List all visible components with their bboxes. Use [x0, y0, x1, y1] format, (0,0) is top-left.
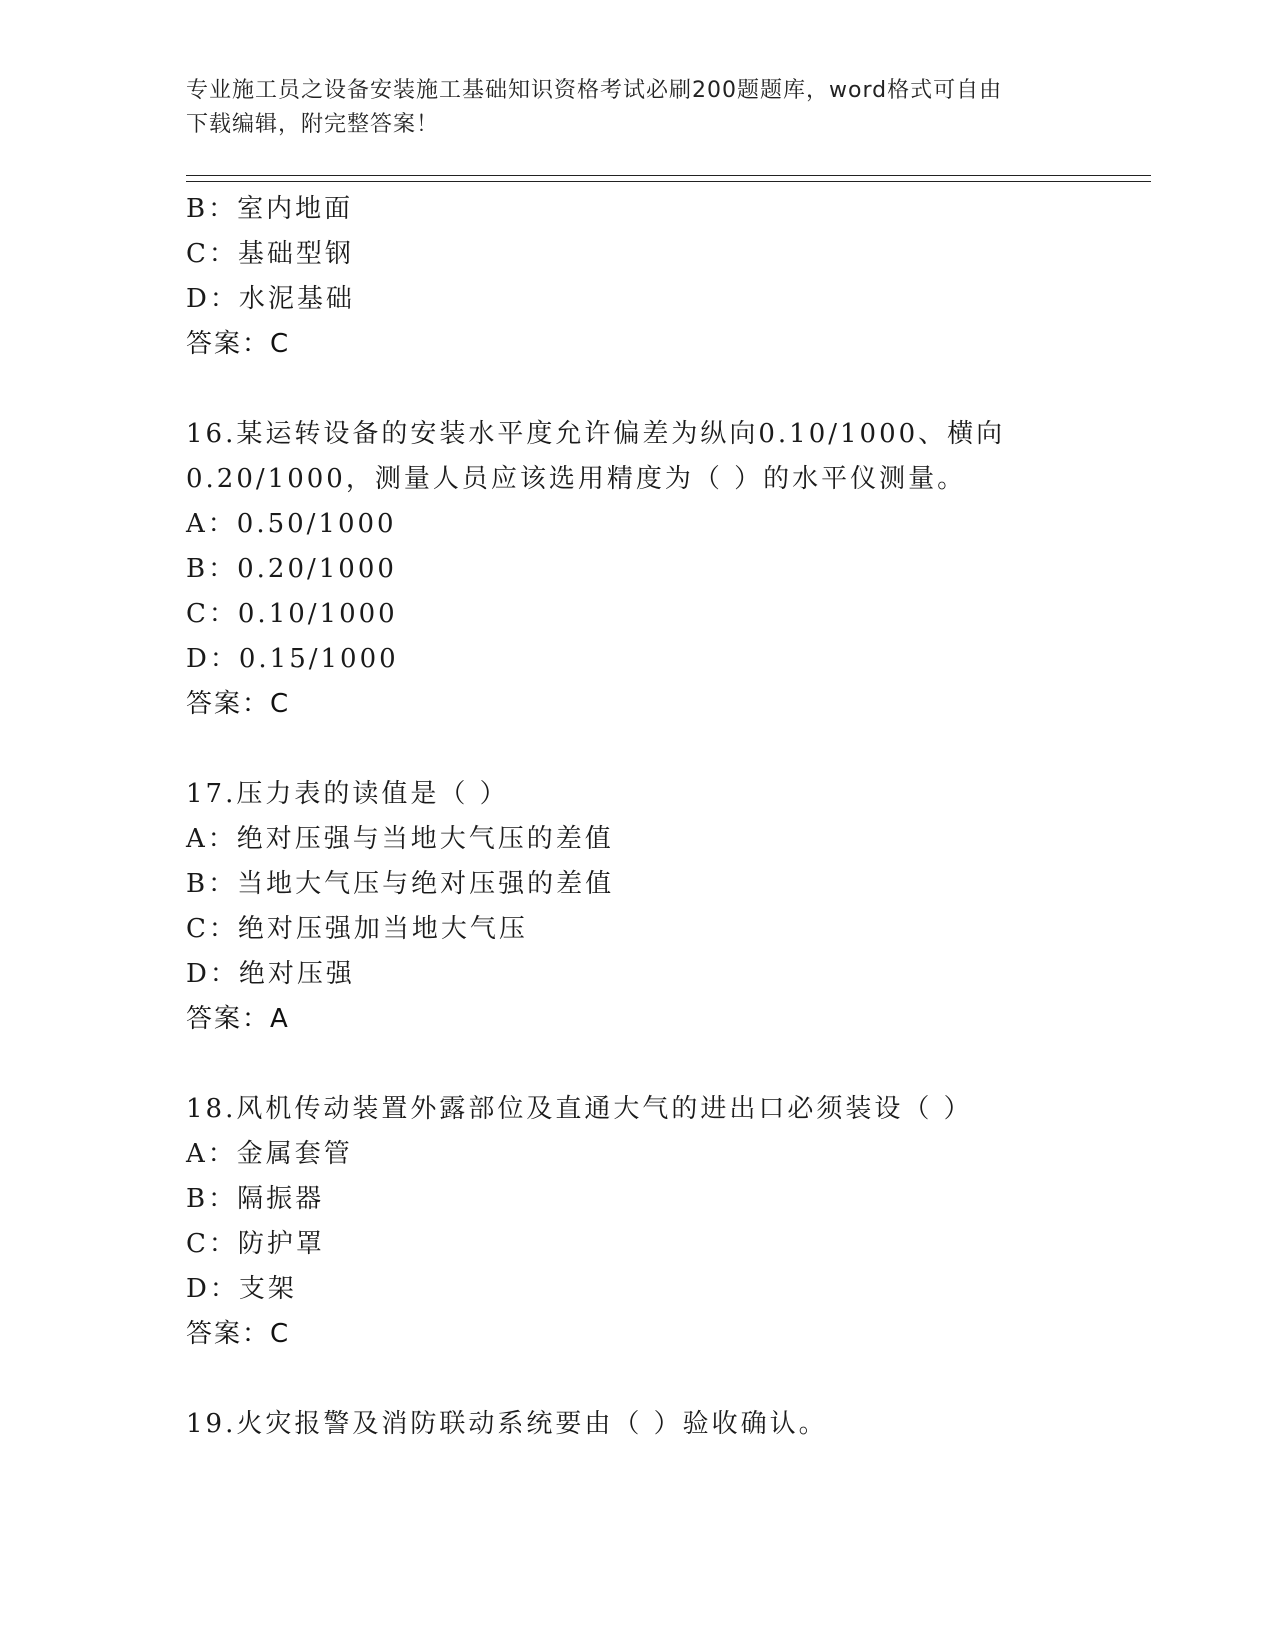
question-17-option-d: D：绝对压强: [186, 959, 355, 989]
question-16-option-c: C：0.10/1000: [186, 599, 398, 629]
question-18-stem: 18.风机传动装置外露部位及直通大气的进出口必须装设（ ）: [186, 1094, 973, 1124]
question-18-option-b: B：隔振器: [186, 1184, 325, 1214]
option-d: D：水泥基础: [186, 284, 355, 314]
header-divider-top: [186, 175, 1151, 176]
option-c: C：基础型钢: [186, 239, 354, 269]
document-header: [186, 74, 1066, 142]
header-line-1: 专业施工员之设备安装施工基础知识资格考试必刷200题题库，word格式可自由: [186, 78, 1003, 103]
question-17-answer: 答案：A: [186, 1004, 290, 1034]
question-17-option-c: C：绝对压强加当地大气压: [186, 914, 528, 944]
question-18-option-d: D：支架: [186, 1274, 297, 1304]
question-18-option-a: A：金属套管: [186, 1139, 353, 1169]
option-b: B：室内地面: [186, 194, 354, 224]
question-16-option-d: D：0.15/1000: [186, 644, 399, 674]
question-18-option-c: C：防护罩: [186, 1229, 325, 1259]
answer-line: 答案：C: [186, 329, 291, 359]
question-17-stem: 17.压力表的读值是（ ）: [186, 779, 509, 809]
question-16-stem-line-1: 16.某运转设备的安装水平度允许偏差为纵向0.10/1000、横向: [186, 419, 1006, 449]
header-divider-bottom: [186, 181, 1151, 182]
header-line-2: 下载编辑，附完整答案！: [186, 112, 440, 137]
question-17-option-b: B：当地大气压与绝对压强的差值: [186, 869, 615, 899]
question-16-stem-line-2: 0.20/1000，测量人员应该选用精度为（ ）的水平仪测量。: [186, 464, 967, 494]
question-16-answer: 答案：C: [186, 689, 291, 719]
question-18-answer: 答案：C: [186, 1319, 291, 1349]
question-16-option-a: A：0.50/1000: [186, 509, 397, 539]
question-19-stem: 19.火灾报警及消防联动系统要由（ ）验收确认。: [186, 1409, 828, 1439]
question-17-option-a: A：绝对压强与当地大气压的差值: [186, 824, 614, 854]
question-16-option-b: B：0.20/1000: [186, 554, 397, 584]
